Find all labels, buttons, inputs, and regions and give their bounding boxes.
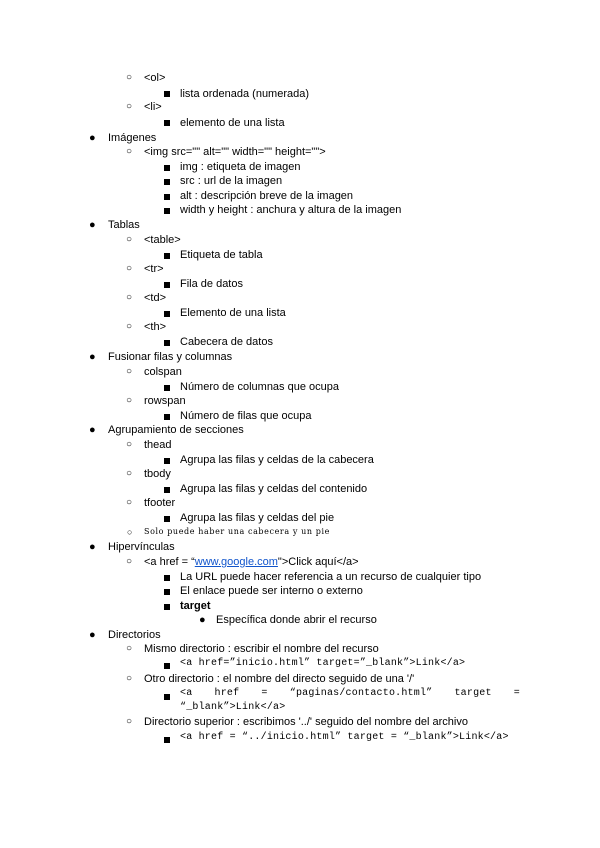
bullet-square xyxy=(164,311,170,317)
bullet-square xyxy=(164,589,170,595)
list-item: Cabecera de datos xyxy=(180,336,273,348)
bullet-disc: ● xyxy=(89,351,96,363)
code-line: <a href = “paginas/contacto.html” target = “_blank”>Link</a> xyxy=(180,688,520,713)
google-link[interactable]: www.google.com xyxy=(194,556,278,568)
list-item: Etiqueta de tabla xyxy=(180,249,263,261)
bullet-square xyxy=(164,458,170,464)
bullet-square xyxy=(164,604,170,610)
list-item: Imágenes xyxy=(108,132,157,144)
list-item: tbody xyxy=(144,468,171,480)
list-item: Fila de datos xyxy=(180,278,243,290)
list-item: Fusionar filas y columnas xyxy=(108,351,233,363)
bullet-square xyxy=(164,208,170,214)
list-item: <table> xyxy=(144,234,181,246)
bullet-disc: ● xyxy=(89,219,96,231)
list-item: Directorio superior : escribimos '../' seguido del nombre del archivo xyxy=(144,716,468,728)
list-item: <li> xyxy=(144,101,162,113)
bullet-square xyxy=(164,120,170,126)
bullet-hollow: ○ xyxy=(126,72,133,83)
bullet-hollow: ○ xyxy=(126,673,133,684)
list-item: Número de filas que ocupa xyxy=(180,410,312,422)
bullet-square xyxy=(164,340,170,346)
bullet-disc: ● xyxy=(89,541,96,553)
bullet-square xyxy=(164,575,170,581)
bullet-hollow: ○ xyxy=(127,527,133,537)
bullet-square xyxy=(164,414,170,420)
list-item: tfooter xyxy=(144,497,176,509)
bullet-square xyxy=(164,737,170,743)
bullet-square xyxy=(164,91,170,97)
list-item: Mismo directorio : escribir el nombre del recurso xyxy=(144,643,379,655)
list-item: Tablas xyxy=(108,219,140,231)
list-item: <img src="" alt="" width="" height=""> xyxy=(144,146,326,158)
list-item: img : etiqueta de imagen xyxy=(180,161,301,173)
list-item: Específica donde abrir el recurso xyxy=(216,614,377,626)
list-item: src : url de la imagen xyxy=(180,175,283,187)
bullet-square xyxy=(164,165,170,171)
href-suffix: ">Click aquí</a> xyxy=(277,556,359,568)
code-line: <a href=”inicio.html” target=”_blank”>Link</a> xyxy=(180,658,466,669)
list-item: Solo puede haber una cabecera y un pie xyxy=(144,527,330,536)
list-item: Número de columnas que ocupa xyxy=(180,381,339,393)
bullet-square xyxy=(164,487,170,493)
list-item: target xyxy=(180,600,211,612)
bullet-square xyxy=(164,694,170,700)
list-item: <tr> xyxy=(144,263,164,275)
bullet-hollow: ○ xyxy=(126,395,133,406)
bullet-disc: ● xyxy=(89,132,96,144)
list-item: rowspan xyxy=(144,395,186,407)
list-item: elemento de una lista xyxy=(180,117,285,129)
list-item: Otro directorio : el nombre del directo seguido de una '/' xyxy=(144,673,415,685)
list-item: Agrupa las filas y celdas del pie xyxy=(180,512,335,524)
list-item: Hipervínculas xyxy=(108,541,175,553)
list-item: Agrupamiento de secciones xyxy=(108,424,244,436)
list-item: width y height : anchura y altura de la imagen xyxy=(180,204,402,216)
list-item: alt : descripción breve de la imagen xyxy=(180,190,354,202)
list-item: colspan xyxy=(144,366,182,378)
bullet-hollow: ○ xyxy=(126,643,133,654)
bullet-hollow: ○ xyxy=(126,101,133,112)
bullet-hollow: ○ xyxy=(126,497,133,508)
list-item: <th> xyxy=(144,321,167,333)
list-item: <td> xyxy=(144,292,167,304)
list-item: El enlace puede ser interno o externo xyxy=(180,585,363,597)
list-item: Elemento de una lista xyxy=(180,307,286,319)
href-prefix: <a href = “ xyxy=(144,556,195,568)
list-item: Agrupa las filas y celdas del contenido xyxy=(180,483,368,495)
bullet-disc: ● xyxy=(89,424,96,436)
bullet-square xyxy=(164,179,170,185)
list-item: thead xyxy=(144,439,172,451)
bullet-hollow: ○ xyxy=(126,716,133,727)
bullet-disc: ● xyxy=(199,614,206,626)
bullet-square xyxy=(164,385,170,391)
bullet-disc: ● xyxy=(89,629,96,641)
bullet-square xyxy=(164,194,170,200)
list-item xyxy=(144,555,359,569)
code-line: <a href = “../inicio.html” target = “_blank”>Link</a> xyxy=(180,732,509,743)
bullet-square xyxy=(164,516,170,522)
bullet-hollow: ○ xyxy=(126,292,133,303)
bullet-square xyxy=(164,282,170,288)
list-item: Directorios xyxy=(108,629,161,641)
list-item: La URL puede hacer referencia a un recurso de cualquier tipo xyxy=(180,571,482,583)
bullet-hollow: ○ xyxy=(126,468,133,479)
list-item: <ol> xyxy=(144,72,166,84)
bullet-hollow: ○ xyxy=(126,263,133,274)
bullet-square xyxy=(164,663,170,669)
bullet-square xyxy=(164,253,170,259)
bullet-hollow: ○ xyxy=(126,439,133,450)
bullet-hollow: ○ xyxy=(126,234,133,245)
list-item: Agrupa las filas y celdas de la cabecera xyxy=(180,454,374,466)
bullet-hollow: ○ xyxy=(126,556,133,567)
list-item: lista ordenada (numerada) xyxy=(180,88,310,100)
bullet-hollow: ○ xyxy=(126,321,133,332)
bullet-hollow: ○ xyxy=(126,366,133,377)
bullet-hollow: ○ xyxy=(126,146,133,157)
